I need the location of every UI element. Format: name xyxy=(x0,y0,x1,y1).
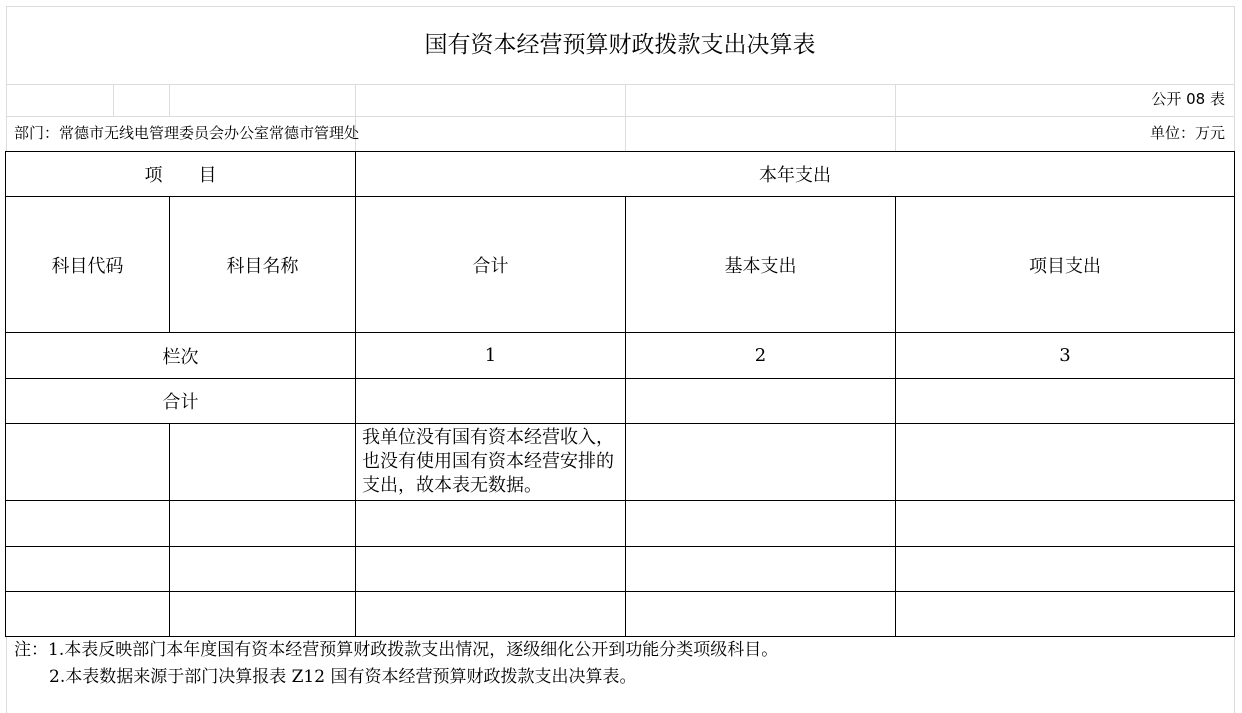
grid-line xyxy=(6,636,7,713)
column-index-2: 2 xyxy=(754,345,767,366)
footnote-2: 2.本表数据来源于部门决算报表 Z12 国有资本经营预算财政拨款支出决算表。 xyxy=(49,667,637,687)
department-label: 部门：常德市无线电管理委员会办公室常德市管理处 xyxy=(14,124,360,142)
header-current-year: 本年支出 xyxy=(759,165,831,186)
grid-line xyxy=(625,84,626,152)
grid-line xyxy=(6,116,1235,117)
footnote-1: 注：1.本表反映部门本年度国有资本经营预算财政拨款支出情况，逐级细化公开到功能分类项级科目。 xyxy=(14,640,779,660)
header-item: 项 目 xyxy=(144,165,217,186)
grid-line xyxy=(6,84,1235,85)
header-total: 合计 xyxy=(472,255,509,277)
form-number: 公开 08 表 xyxy=(1151,90,1225,108)
grid-line xyxy=(113,84,114,116)
table-border xyxy=(5,423,1235,424)
table-border xyxy=(169,423,170,637)
table-border xyxy=(5,500,1235,501)
header-code: 科目代码 xyxy=(51,255,124,277)
grid-line xyxy=(169,84,170,116)
grid-line xyxy=(6,6,1235,7)
header-name: 科目名称 xyxy=(226,255,299,277)
no-data-note: 我单位没有国有资本经营收入，也没有使用国有资本经营安排的支出，故本表无数据。 xyxy=(362,427,614,496)
header-project: 项目支出 xyxy=(1029,255,1101,277)
page-title: 国有资本经营预算财政拨款支出决算表 xyxy=(424,32,816,58)
unit-label: 单位：万元 xyxy=(1149,124,1225,142)
header-basic: 基本支出 xyxy=(724,255,797,277)
column-index-1: 1 xyxy=(484,345,497,366)
grid-line xyxy=(1234,6,1235,152)
table-border xyxy=(5,591,1235,592)
grid-line xyxy=(6,6,7,152)
table-border xyxy=(5,546,1235,547)
column-index-3: 3 xyxy=(1059,345,1071,366)
grid-line xyxy=(895,84,896,152)
column-index-label: 栏次 xyxy=(162,346,199,368)
grid-line xyxy=(1234,636,1235,713)
table-border xyxy=(1234,151,1235,637)
total-row-label: 合计 xyxy=(162,392,199,413)
